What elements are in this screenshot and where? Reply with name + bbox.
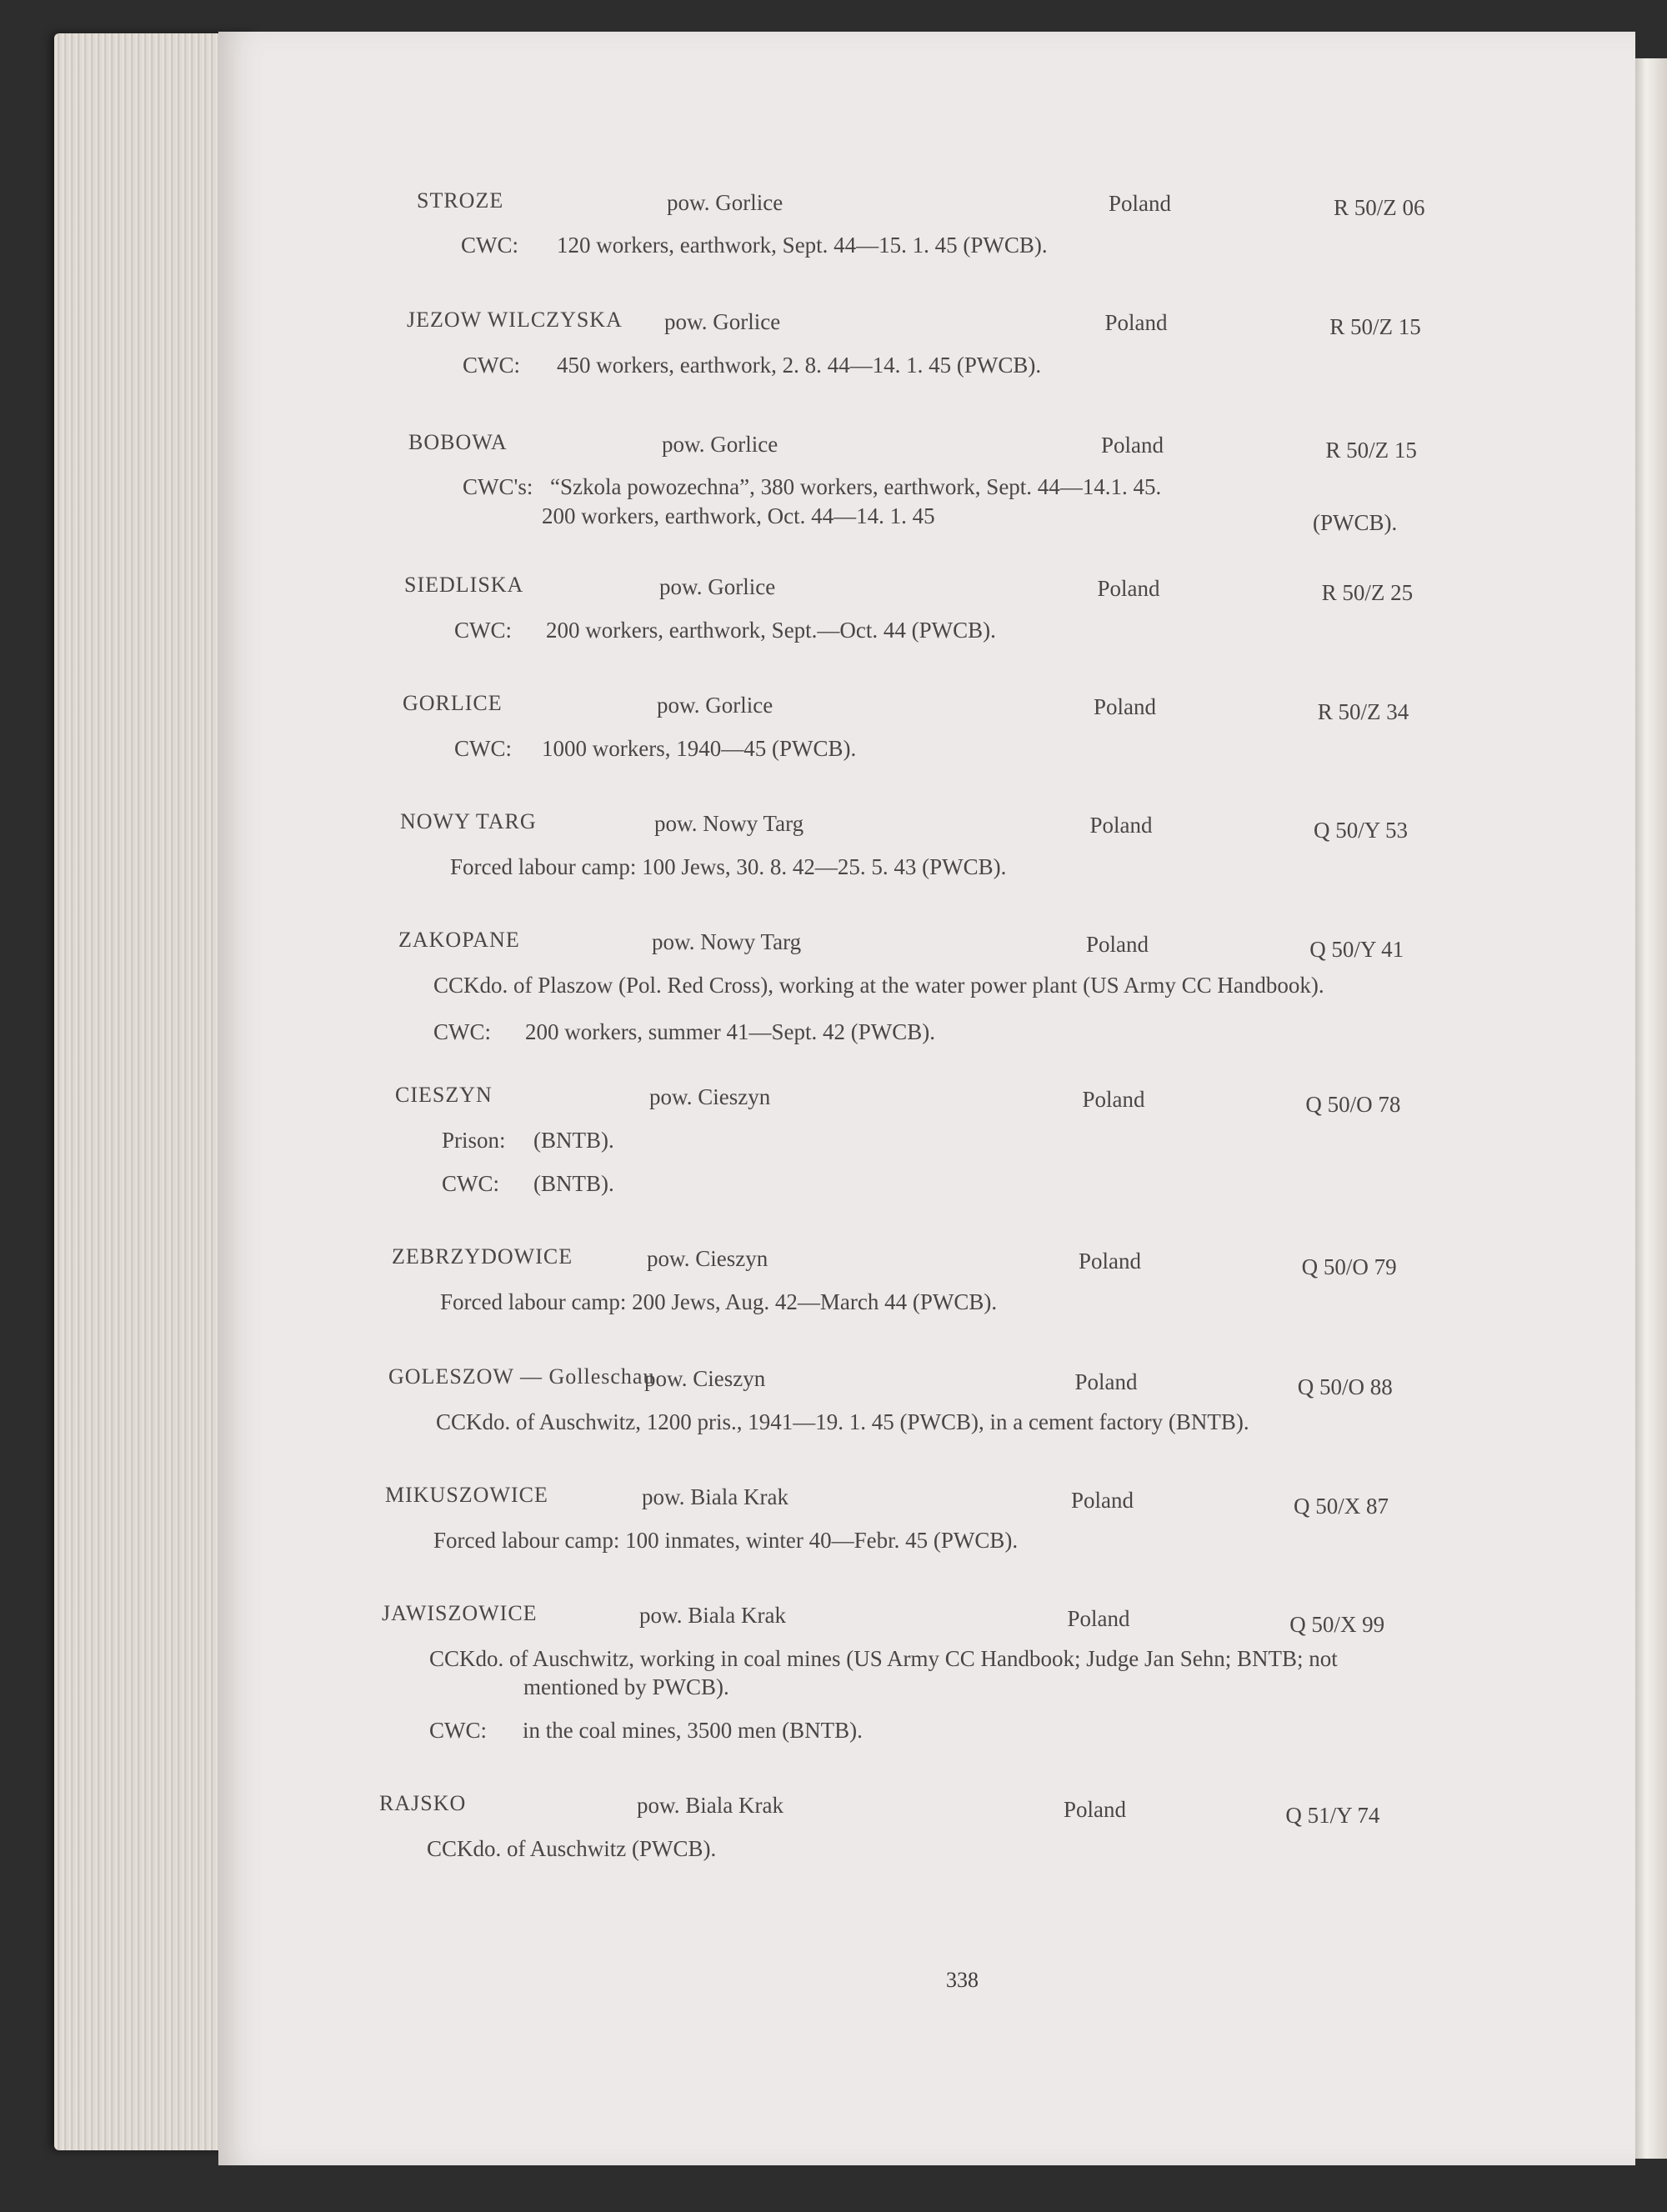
line-text: Forced labour camp: 200 Jews, Aug. 42—March 44 (PWCB). <box>440 1289 998 1314</box>
district: pow. Gorlice <box>667 190 783 215</box>
line-text: 450 workers, earthwork, 2. 8. 44—14. 1. 45 (PWCB). <box>557 353 1042 378</box>
map-reference: Q 50/X 99 <box>1289 1612 1385 1637</box>
line-label: CWC: <box>454 618 513 643</box>
facing-page-edge <box>1632 58 1667 2159</box>
line-text: 200 workers, earthwork, Sept.—Oct. 44 (PWCB). <box>546 618 996 643</box>
map-reference: Q 50/Y 53 <box>1314 818 1408 843</box>
line-text: CCKdo. of Auschwitz, 1200 pris., 1941—19. 1. 45 (PWCB), in a cement factory (BNTB). <box>436 1409 1249 1434</box>
line-text: CCKdo. of Auschwitz, working in coal mines (US Army CC Handbook; Judge Jan Sehn; BNTB; not <box>429 1646 1338 1671</box>
country: Poland <box>1109 191 1172 216</box>
country: Poland <box>1064 1797 1127 1822</box>
line-label: CWC's: <box>463 474 533 499</box>
line-text: 1000 workers, 1940—45 (PWCB). <box>542 736 857 761</box>
place-name: JAWISZOWICE <box>382 1601 538 1625</box>
place-name: GOLESZOW — Golleschau <box>388 1364 655 1389</box>
map-reference: R 50/Z 34 <box>1317 699 1409 724</box>
country: Poland <box>1086 932 1149 957</box>
map-reference: Q 50/O 79 <box>1301 1254 1397 1279</box>
line-label: CWC: <box>463 353 521 378</box>
line-label: CWC: <box>429 1718 488 1743</box>
map-reference: Q 50/O 88 <box>1297 1374 1393 1399</box>
line-label: CWC: <box>454 736 513 761</box>
district: pow. Gorlice <box>664 309 781 334</box>
country: Poland <box>1097 576 1160 601</box>
district: pow. Biala Krak <box>642 1484 788 1509</box>
map-reference: Q 50/O 78 <box>1305 1092 1401 1117</box>
map-reference: Q 51/Y 74 <box>1285 1803 1380 1828</box>
district: pow. Cieszyn <box>644 1366 766 1391</box>
district: pow. Cieszyn <box>647 1246 768 1271</box>
country: Poland <box>1082 1087 1145 1112</box>
place-name: SIEDLISKA <box>404 573 524 597</box>
line-text: “Szkola powozechna”, 380 workers, earthwork, Sept. 44—14.1. 45. <box>550 474 1162 499</box>
country: Poland <box>1079 1249 1142 1274</box>
line-text: mentioned by PWCB). <box>523 1674 729 1699</box>
line-text: Forced labour camp: 100 inmates, winter 40—Febr. 45 (PWCB). <box>433 1528 1019 1553</box>
line-text: (BNTB). <box>533 1171 614 1196</box>
country: Poland <box>1094 694 1157 719</box>
place-name: GORLICE <box>403 691 503 715</box>
district: pow. Nowy Targ <box>654 811 804 836</box>
country: Poland <box>1074 1369 1138 1394</box>
place-name: RAJSKO <box>379 1791 467 1815</box>
line-text: (BNTB). <box>533 1128 614 1153</box>
place-name: ZAKOPANE <box>398 928 520 952</box>
district: pow. Gorlice <box>659 574 776 599</box>
country: Poland <box>1104 310 1168 335</box>
place-name: CIESZYN <box>395 1083 493 1107</box>
place-name: MIKUSZOWICE <box>385 1483 548 1507</box>
district: pow. Gorlice <box>657 693 773 718</box>
place-name: STROZE <box>417 188 504 213</box>
line-text: 200 workers, earthwork, Oct. 44—14. 1. 45 <box>542 503 935 528</box>
district: pow. Biala Krak <box>639 1603 786 1628</box>
district: pow. Gorlice <box>662 432 778 457</box>
map-reference: Q 50/X 87 <box>1294 1494 1389 1519</box>
map-reference: Q 50/Y 41 <box>1309 937 1404 962</box>
line-text: in the coal mines, 3500 men (BNTB). <box>523 1718 863 1743</box>
line-text: 200 workers, summer 41—Sept. 42 (PWCB). <box>525 1019 935 1044</box>
line-label: CWC: <box>433 1019 492 1044</box>
country: Poland <box>1089 813 1153 838</box>
line-text: 120 workers, earthwork, Sept. 44—15. 1. 45 (PWCB). <box>557 233 1048 258</box>
line-text: CCKdo. of Auschwitz (PWCB). <box>427 1836 717 1861</box>
line-label: Prison: <box>442 1128 506 1153</box>
place-name: ZEBRZYDOWICE <box>392 1244 573 1269</box>
country: Poland <box>1071 1488 1134 1513</box>
place-name: BOBOWA <box>408 430 508 454</box>
district: pow. Nowy Targ <box>652 929 802 954</box>
page-number: 338 <box>946 1968 979 1992</box>
map-reference: R 50/Z 15 <box>1329 314 1421 339</box>
district: pow. Biala Krak <box>637 1793 783 1818</box>
map-reference: R 50/Z 25 <box>1321 580 1414 605</box>
country: Poland <box>1101 433 1164 458</box>
line-label: CWC: <box>442 1171 500 1196</box>
map-reference: R 50/Z 06 <box>1334 195 1425 220</box>
district: pow. Cieszyn <box>649 1084 771 1109</box>
line-note: (PWCB). <box>1313 510 1398 535</box>
map-reference: R 50/Z 15 <box>1325 438 1417 463</box>
line-text: CCKdo. of Plaszow (Pol. Red Cross), working at the water power plant (US Army CC Handbook). <box>433 973 1324 998</box>
place-name: NOWY TARG <box>400 809 537 833</box>
line-text: Forced labour camp: 100 Jews, 30. 8. 42—25. 5. 43 (PWCB). <box>450 854 1007 879</box>
country: Poland <box>1067 1606 1130 1631</box>
place-name: JEZOW WILCZYSKA <box>407 308 623 332</box>
line-label: CWC: <box>461 233 519 258</box>
